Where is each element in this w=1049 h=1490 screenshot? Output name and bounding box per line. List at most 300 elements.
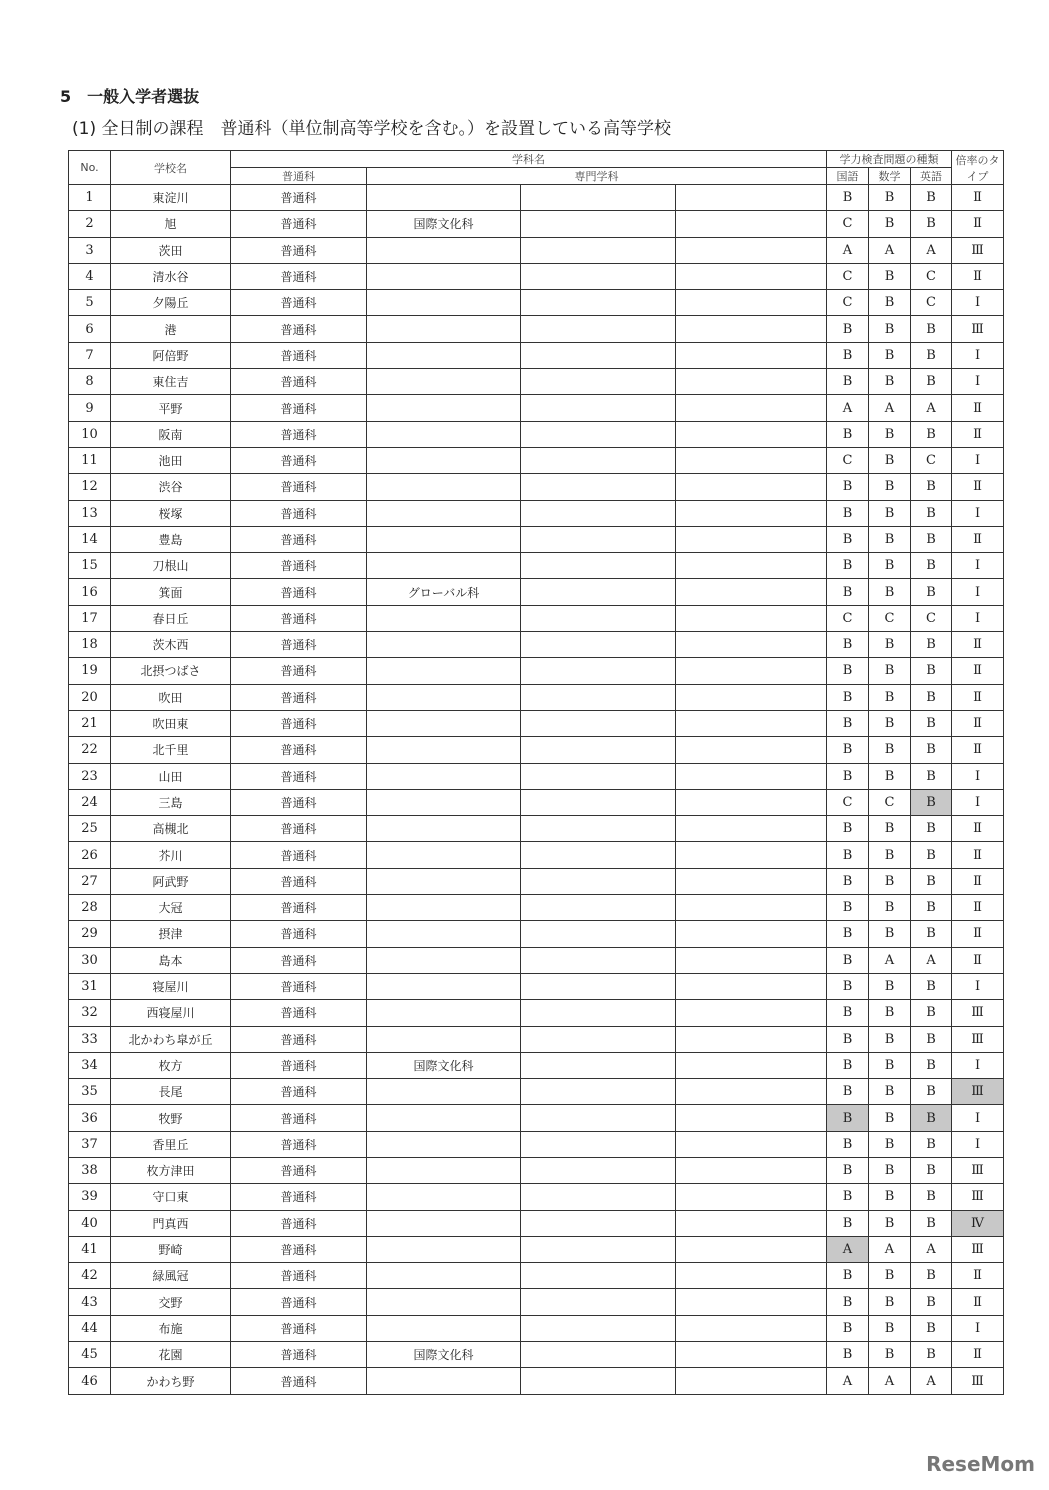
cell-special-extra <box>676 1368 827 1394</box>
cell-eng: B <box>911 1000 952 1026</box>
header-exam: 学力検査問題の種類 <box>827 151 952 168</box>
cell-special <box>367 237 521 263</box>
cell-special-extra <box>521 658 676 684</box>
section-heading: 5 一般入学者選抜 <box>60 87 200 106</box>
cell-eng: C <box>911 263 952 289</box>
cell-eng: B <box>911 1079 952 1105</box>
cell-general: 普通科 <box>231 447 367 473</box>
cell-no: 32 <box>69 1000 111 1026</box>
cell-special <box>367 526 521 552</box>
cell-special <box>367 447 521 473</box>
cell-ratio: Ⅲ <box>952 316 1004 342</box>
cell-eng: B <box>911 1289 952 1315</box>
cell-school: 牧野 <box>111 1105 231 1131</box>
cell-school: 交野 <box>111 1289 231 1315</box>
cell-special-extra <box>521 1052 676 1078</box>
cell-general: 普通科 <box>231 658 367 684</box>
cell-eng: B <box>911 1052 952 1078</box>
cell-special-extra <box>676 421 827 447</box>
cell-math: B <box>869 342 911 368</box>
cell-special-extra <box>676 1052 827 1078</box>
cell-ratio: Ⅲ <box>952 1157 1004 1183</box>
cell-school: 阪南 <box>111 421 231 447</box>
cell-general: 普通科 <box>231 1342 367 1368</box>
cell-special-extra <box>521 1026 676 1052</box>
table-row <box>69 1000 1004 1026</box>
cell-special: 国際文化科 <box>367 211 521 237</box>
table-row <box>69 842 1004 868</box>
cell-special-extra <box>676 369 827 395</box>
table-row <box>69 1315 1004 1341</box>
cell-special-extra <box>521 1263 676 1289</box>
cell-eng: A <box>911 1368 952 1394</box>
cell-math: B <box>869 1026 911 1052</box>
table-row <box>69 237 1004 263</box>
cell-special <box>367 1131 521 1157</box>
header-ratio: 倍率のタイプ <box>952 151 1004 185</box>
cell-jp: B <box>827 342 869 368</box>
cell-eng: A <box>911 395 952 421</box>
cell-eng: B <box>911 816 952 842</box>
cell-jp: B <box>827 1263 869 1289</box>
cell-special <box>367 1368 521 1394</box>
cell-special-extra <box>521 895 676 921</box>
table-row <box>69 973 1004 999</box>
cell-math: B <box>869 921 911 947</box>
cell-math: B <box>869 710 911 736</box>
cell-school: 清水谷 <box>111 263 231 289</box>
cell-math: B <box>869 895 911 921</box>
cell-no: 36 <box>69 1105 111 1131</box>
cell-jp: B <box>827 1289 869 1315</box>
cell-special-extra <box>521 842 676 868</box>
cell-special <box>367 895 521 921</box>
cell-special-extra <box>521 737 676 763</box>
cell-math: B <box>869 1157 911 1183</box>
table-row <box>69 500 1004 526</box>
cell-general: 普通科 <box>231 973 367 999</box>
cell-jp: B <box>827 185 869 211</box>
cell-math: B <box>869 816 911 842</box>
cell-math: B <box>869 658 911 684</box>
cell-eng: B <box>911 1210 952 1236</box>
subsection-heading: (1) 全日制の課程 普通科（単位制高等学校を含む。）を設置している高等学校 <box>72 119 671 139</box>
cell-no: 34 <box>69 1052 111 1078</box>
cell-special-extra <box>521 421 676 447</box>
cell-no: 46 <box>69 1368 111 1394</box>
cell-no: 41 <box>69 1236 111 1262</box>
cell-special <box>367 316 521 342</box>
cell-no: 16 <box>69 579 111 605</box>
cell-special-extra <box>521 1105 676 1131</box>
cell-no: 13 <box>69 500 111 526</box>
cell-no: 23 <box>69 763 111 789</box>
cell-general: 普通科 <box>231 395 367 421</box>
cell-no: 15 <box>69 553 111 579</box>
cell-general: 普通科 <box>231 1157 367 1183</box>
cell-special <box>367 1289 521 1315</box>
cell-jp: B <box>827 526 869 552</box>
cell-math: B <box>869 526 911 552</box>
table-row <box>69 1236 1004 1262</box>
cell-special-extra <box>676 605 827 631</box>
cell-no: 5 <box>69 290 111 316</box>
cell-special-extra <box>521 342 676 368</box>
cell-special-extra <box>521 290 676 316</box>
cell-special-extra <box>521 1210 676 1236</box>
cell-jp: B <box>827 842 869 868</box>
cell-ratio: Ⅰ <box>952 605 1004 631</box>
cell-ratio: Ⅲ <box>952 1026 1004 1052</box>
cell-general: 普通科 <box>231 947 367 973</box>
cell-special-extra <box>521 1000 676 1026</box>
cell-special-extra <box>676 1289 827 1315</box>
cell-special-extra <box>676 816 827 842</box>
cell-general: 普通科 <box>231 369 367 395</box>
cell-ratio: Ⅰ <box>952 1315 1004 1341</box>
cell-eng: B <box>911 1263 952 1289</box>
cell-math: A <box>869 1368 911 1394</box>
table-row <box>69 474 1004 500</box>
cell-general: 普通科 <box>231 868 367 894</box>
cell-special-extra <box>676 868 827 894</box>
cell-special-extra <box>521 369 676 395</box>
cell-no: 10 <box>69 421 111 447</box>
cell-math: B <box>869 1184 911 1210</box>
cell-math: B <box>869 553 911 579</box>
cell-math: B <box>869 316 911 342</box>
cell-special <box>367 1315 521 1341</box>
cell-eng: B <box>911 1184 952 1210</box>
cell-special-extra <box>676 658 827 684</box>
cell-jp: B <box>827 1342 869 1368</box>
cell-no: 25 <box>69 816 111 842</box>
cell-eng: B <box>911 211 952 237</box>
cell-math: B <box>869 737 911 763</box>
cell-ratio: Ⅰ <box>952 1131 1004 1157</box>
cell-special-extra <box>521 1184 676 1210</box>
cell-special <box>367 553 521 579</box>
header-school: 学校名 <box>111 151 231 185</box>
cell-no: 33 <box>69 1026 111 1052</box>
cell-special-extra <box>676 842 827 868</box>
cell-special-extra <box>676 684 827 710</box>
cell-special-extra <box>521 1236 676 1262</box>
cell-eng: B <box>911 684 952 710</box>
cell-no: 17 <box>69 605 111 631</box>
cell-eng: B <box>911 500 952 526</box>
cell-jp: B <box>827 1131 869 1157</box>
table-row <box>69 316 1004 342</box>
cell-no: 45 <box>69 1342 111 1368</box>
cell-math: B <box>869 500 911 526</box>
cell-general: 普通科 <box>231 474 367 500</box>
cell-school: 北摂つばさ <box>111 658 231 684</box>
cell-eng: B <box>911 1315 952 1341</box>
cell-ratio: Ⅱ <box>952 395 1004 421</box>
cell-eng: B <box>911 553 952 579</box>
cell-ratio: Ⅱ <box>952 185 1004 211</box>
table-row <box>69 1263 1004 1289</box>
table-row <box>69 1289 1004 1315</box>
cell-special <box>367 1105 521 1131</box>
cell-math: A <box>869 395 911 421</box>
cell-special <box>367 1210 521 1236</box>
cell-ratio: Ⅱ <box>952 421 1004 447</box>
cell-special-extra <box>676 342 827 368</box>
cell-special-extra <box>521 185 676 211</box>
cell-ratio: Ⅱ <box>952 895 1004 921</box>
cell-general: 普通科 <box>231 185 367 211</box>
cell-no: 42 <box>69 1263 111 1289</box>
cell-ratio: Ⅱ <box>952 211 1004 237</box>
cell-special-extra <box>676 1342 827 1368</box>
cell-ratio: Ⅰ <box>952 579 1004 605</box>
table-row <box>69 895 1004 921</box>
cell-special <box>367 921 521 947</box>
table-row <box>69 290 1004 316</box>
cell-special-extra <box>676 1079 827 1105</box>
cell-special: 国際文化科 <box>367 1052 521 1078</box>
cell-special <box>367 710 521 736</box>
cell-special-extra <box>676 290 827 316</box>
cell-math: B <box>869 263 911 289</box>
cell-school: 芥川 <box>111 842 231 868</box>
cell-school: 阿倍野 <box>111 342 231 368</box>
cell-no: 3 <box>69 237 111 263</box>
cell-school: 守口東 <box>111 1184 231 1210</box>
cell-general: 普通科 <box>231 763 367 789</box>
cell-jp: B <box>827 658 869 684</box>
cell-ratio: Ⅱ <box>952 737 1004 763</box>
cell-eng: B <box>911 1026 952 1052</box>
cell-general: 普通科 <box>231 290 367 316</box>
cell-special-extra <box>676 1263 827 1289</box>
cell-special-extra <box>676 1131 827 1157</box>
cell-special-extra <box>521 947 676 973</box>
cell-general: 普通科 <box>231 816 367 842</box>
cell-school: 長尾 <box>111 1079 231 1105</box>
cell-special <box>367 1026 521 1052</box>
table-row <box>69 868 1004 894</box>
cell-eng: B <box>911 658 952 684</box>
cell-general: 普通科 <box>231 553 367 579</box>
cell-jp: B <box>827 316 869 342</box>
cell-general: 普通科 <box>231 895 367 921</box>
cell-jp: B <box>827 1105 869 1131</box>
table-row <box>69 816 1004 842</box>
cell-special <box>367 605 521 631</box>
cell-jp: A <box>827 1368 869 1394</box>
table-row <box>69 263 1004 289</box>
cell-general: 普通科 <box>231 605 367 631</box>
cell-jp: B <box>827 895 869 921</box>
cell-special <box>367 500 521 526</box>
cell-school: 枚方津田 <box>111 1157 231 1183</box>
cell-math: B <box>869 1079 911 1105</box>
cell-special-extra <box>521 1368 676 1394</box>
cell-school: 枚方 <box>111 1052 231 1078</box>
cell-no: 22 <box>69 737 111 763</box>
schools-table <box>68 150 1004 1395</box>
cell-general: 普通科 <box>231 421 367 447</box>
cell-no: 24 <box>69 789 111 815</box>
cell-special <box>367 973 521 999</box>
cell-special: グローバル科 <box>367 579 521 605</box>
table-row <box>69 1026 1004 1052</box>
cell-ratio: Ⅰ <box>952 447 1004 473</box>
cell-no: 1 <box>69 185 111 211</box>
cell-jp: A <box>827 1236 869 1262</box>
header-general: 普通科 <box>231 168 367 185</box>
cell-eng: B <box>911 342 952 368</box>
cell-school: 高槻北 <box>111 816 231 842</box>
cell-special-extra <box>676 526 827 552</box>
cell-ratio: Ⅰ <box>952 500 1004 526</box>
table-row <box>69 789 1004 815</box>
cell-special-extra <box>676 1026 827 1052</box>
table-row <box>69 1079 1004 1105</box>
cell-special-extra <box>521 474 676 500</box>
cell-special <box>367 1236 521 1262</box>
cell-special-extra <box>521 1289 676 1315</box>
cell-eng: B <box>911 1342 952 1368</box>
cell-ratio: Ⅱ <box>952 868 1004 894</box>
cell-special <box>367 263 521 289</box>
cell-special-extra <box>676 579 827 605</box>
cell-no: 19 <box>69 658 111 684</box>
cell-special-extra <box>521 684 676 710</box>
cell-school: 門真西 <box>111 1210 231 1236</box>
cell-school: 平野 <box>111 395 231 421</box>
cell-ratio: Ⅰ <box>952 973 1004 999</box>
cell-special <box>367 658 521 684</box>
resemom-logo: ReseMom <box>926 1452 1035 1476</box>
cell-ratio: Ⅱ <box>952 1342 1004 1368</box>
cell-special <box>367 1263 521 1289</box>
cell-no: 12 <box>69 474 111 500</box>
cell-special-extra <box>676 447 827 473</box>
cell-math: B <box>869 1000 911 1026</box>
cell-ratio: Ⅲ <box>952 1079 1004 1105</box>
cell-jp: C <box>827 211 869 237</box>
cell-jp: B <box>827 421 869 447</box>
cell-ratio: Ⅰ <box>952 1052 1004 1078</box>
cell-special <box>367 395 521 421</box>
cell-general: 普通科 <box>231 842 367 868</box>
cell-eng: C <box>911 290 952 316</box>
cell-jp: B <box>827 553 869 579</box>
cell-special-extra <box>676 1236 827 1262</box>
table-row <box>69 763 1004 789</box>
cell-school: 野崎 <box>111 1236 231 1262</box>
table-row <box>69 369 1004 395</box>
table-row <box>69 185 1004 211</box>
cell-ratio: Ⅱ <box>952 474 1004 500</box>
cell-no: 37 <box>69 1131 111 1157</box>
cell-jp: B <box>827 737 869 763</box>
cell-special <box>367 1000 521 1026</box>
cell-math: B <box>869 868 911 894</box>
cell-special-extra <box>676 947 827 973</box>
cell-special-extra <box>521 263 676 289</box>
cell-special-extra <box>676 474 827 500</box>
cell-math: B <box>869 185 911 211</box>
cell-special <box>367 1079 521 1105</box>
cell-school: かわち野 <box>111 1368 231 1394</box>
cell-eng: A <box>911 237 952 263</box>
cell-general: 普通科 <box>231 342 367 368</box>
cell-school: 箕面 <box>111 579 231 605</box>
table-row <box>69 1342 1004 1368</box>
cell-no: 7 <box>69 342 111 368</box>
cell-jp: B <box>827 1052 869 1078</box>
cell-math: B <box>869 1342 911 1368</box>
cell-special-extra <box>521 1157 676 1183</box>
cell-school: 三島 <box>111 789 231 815</box>
cell-school: 茨田 <box>111 237 231 263</box>
cell-math: B <box>869 1105 911 1131</box>
cell-math: B <box>869 1210 911 1236</box>
cell-ratio: Ⅰ <box>952 553 1004 579</box>
cell-ratio: Ⅱ <box>952 947 1004 973</box>
cell-no: 35 <box>69 1079 111 1105</box>
cell-jp: B <box>827 684 869 710</box>
cell-special-extra <box>521 605 676 631</box>
cell-general: 普通科 <box>231 579 367 605</box>
cell-general: 普通科 <box>231 211 367 237</box>
table-row <box>69 921 1004 947</box>
cell-eng: A <box>911 1236 952 1262</box>
cell-special-extra <box>521 1315 676 1341</box>
cell-special-extra <box>676 316 827 342</box>
table-row <box>69 211 1004 237</box>
cell-general: 普通科 <box>231 526 367 552</box>
cell-school: 東淀川 <box>111 185 231 211</box>
cell-math: B <box>869 1289 911 1315</box>
cell-eng: B <box>911 185 952 211</box>
cell-special <box>367 789 521 815</box>
cell-general: 普通科 <box>231 789 367 815</box>
cell-eng: B <box>911 921 952 947</box>
cell-eng: A <box>911 947 952 973</box>
cell-ratio: Ⅱ <box>952 684 1004 710</box>
cell-no: 18 <box>69 632 111 658</box>
cell-special <box>367 290 521 316</box>
cell-special-extra <box>676 921 827 947</box>
cell-general: 普通科 <box>231 1131 367 1157</box>
cell-no: 44 <box>69 1315 111 1341</box>
cell-jp: B <box>827 1079 869 1105</box>
cell-no: 30 <box>69 947 111 973</box>
header-eng: 英語 <box>911 168 952 185</box>
cell-special <box>367 868 521 894</box>
cell-special-extra <box>521 447 676 473</box>
cell-jp: B <box>827 1157 869 1183</box>
cell-general: 普通科 <box>231 237 367 263</box>
cell-special-extra <box>521 1079 676 1105</box>
cell-school: 香里丘 <box>111 1131 231 1157</box>
cell-special-extra <box>676 1105 827 1131</box>
cell-ratio: Ⅱ <box>952 842 1004 868</box>
cell-no: 9 <box>69 395 111 421</box>
cell-school: 寝屋川 <box>111 973 231 999</box>
cell-special <box>367 342 521 368</box>
cell-eng: B <box>911 868 952 894</box>
cell-ratio: Ⅲ <box>952 1000 1004 1026</box>
cell-special-extra <box>521 789 676 815</box>
cell-math: B <box>869 763 911 789</box>
